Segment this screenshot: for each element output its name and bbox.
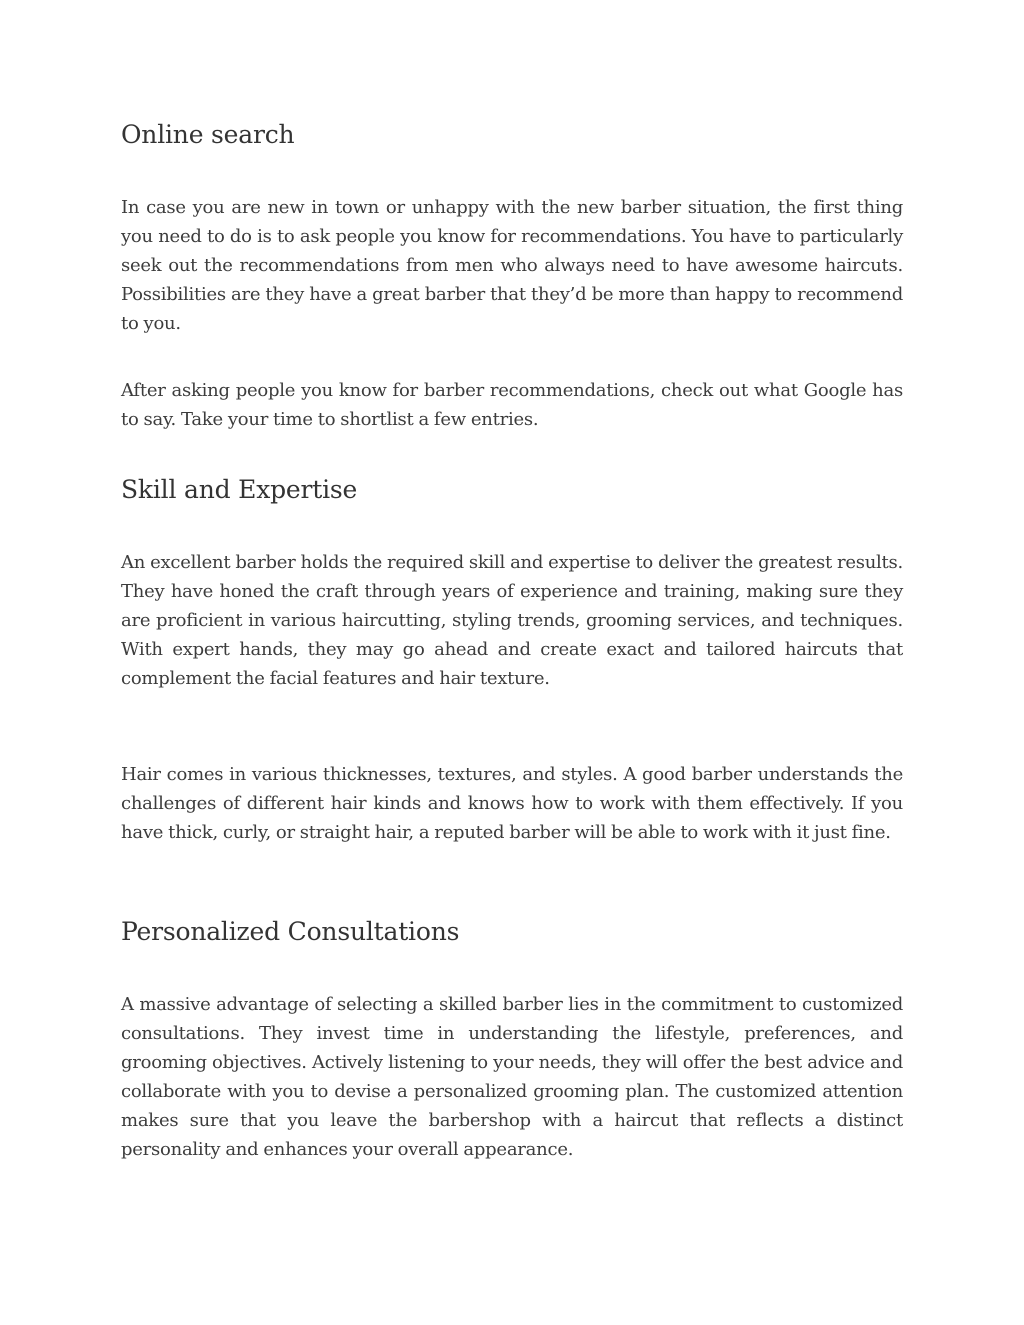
section-heading-personalized-consultations: Personalized Consultations xyxy=(121,917,460,946)
section-heading-online-search: Online search xyxy=(121,120,295,149)
paragraph: Hair comes in various thicknesses, textures, and styles. A good barber understands the challenges of different hair kinds and knows how to work with them effectively. If you have thick, curly, or straight hair, a reputed barber will be able to work with it just fine. xyxy=(121,764,903,843)
paragraph: After asking people you know for barber recommendations, check out what Google has to say. Take your time to shortlist a few entries. xyxy=(121,380,903,430)
paragraph: A massive advantage of selecting a skilled barber lies in the commitment to customized consultations. They invest time in understanding the lifestyle, preferences, and grooming objectives. Actively listening to your needs, they will offer the best advice and collaborate with you to devise a personalized grooming plan. The customized attention makes sure that you leave the barbershop with a haircut that reflects a distinct personality and enhances your overall appearance. xyxy=(121,994,903,1160)
paragraph: In case you are new in town or unhappy with the new barber situation, the first thing you need to do is to ask people you know for recommendations. You have to particularly seek out the recommendations from men who always need to have awesome haircuts. Possibilities are they have a great barber that they’d be more than happy to recommend to you. xyxy=(121,197,903,334)
paragraph: An excellent barber holds the required skill and expertise to deliver the greatest results. They have honed the craft through years of experience and training, making sure they are proficient in various haircutting, styling trends, grooming services, and techniques. With expert hands, they may go ahead and create exact and tailored haircuts that complement the facial features and hair texture. xyxy=(121,552,903,689)
section-heading-skill-and-expertise: Skill and Expertise xyxy=(121,475,358,504)
